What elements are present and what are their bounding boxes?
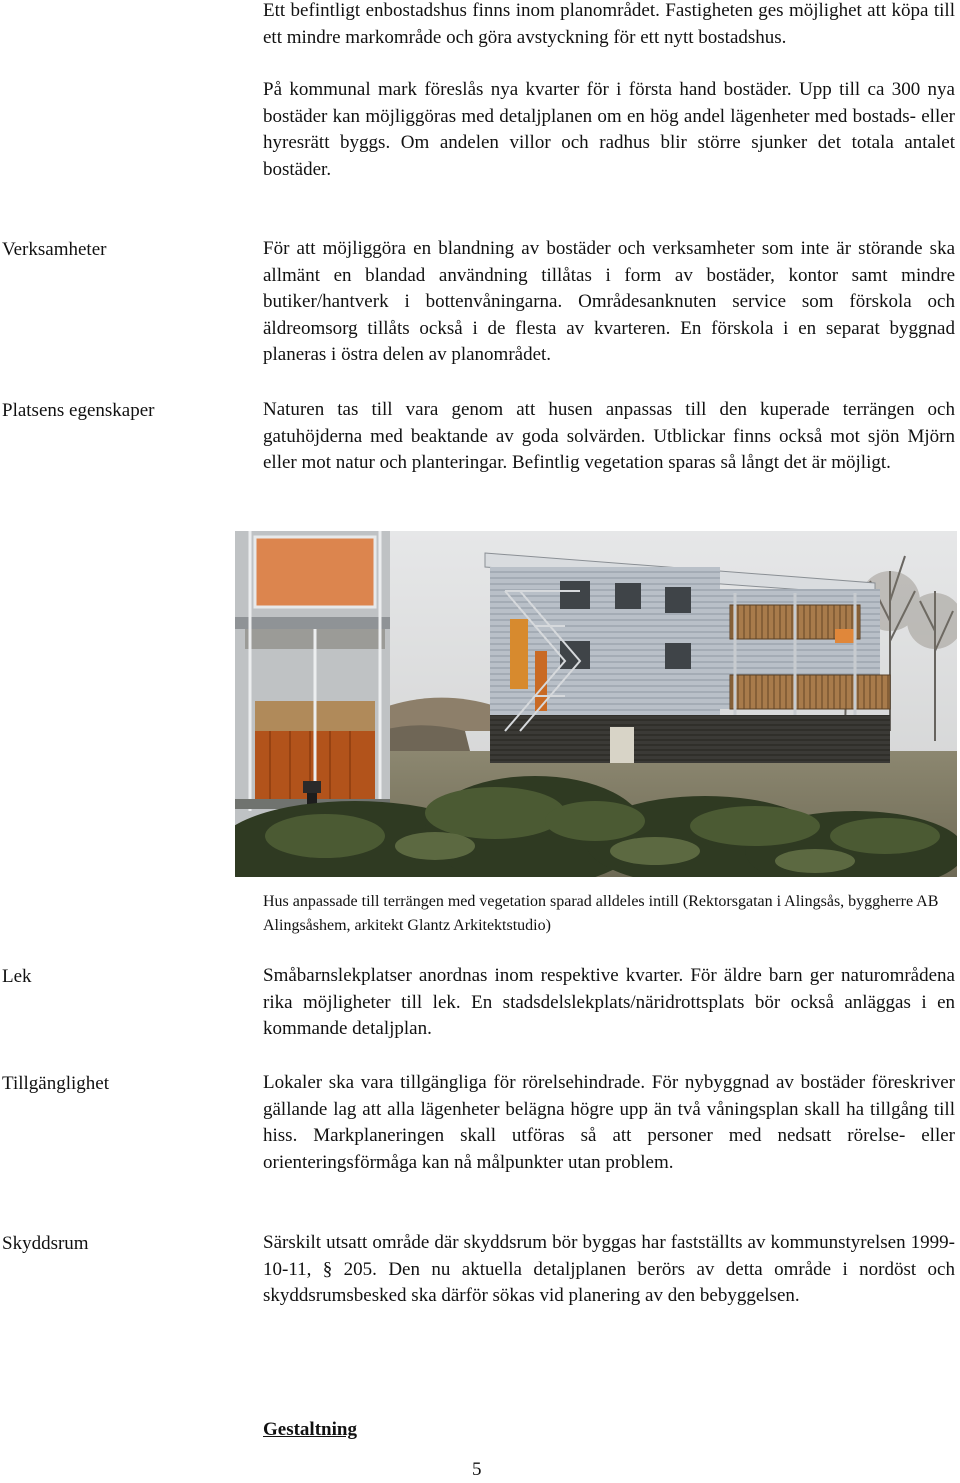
building-photo [235, 531, 957, 877]
section-paragraph: Småbarnslekplatser anordnas inom respektive kvarter. För äldre barn ger naturområdena rika möjligheter till lek. En stadsdelslekplats/näridrottsplats bör också anläggas i en kommande detaljplan. [263, 965, 955, 1039]
section-heading-gestaltning: Gestaltning [263, 1419, 357, 1440]
section-paragraph: Naturen tas till vara genom att husen anpassas till den kuperade terrängen och gatuhöjderna med beaktande av goda solvärden. Utblickar finns också mot sjön Mjörn eller mot natur och planteringar. Befintlig vegetation sparas så långt det är möjligt. [263, 399, 955, 473]
photo-caption: Hus anpassade till terrängen med vegetation sparad alldeles intill (Rektorsgatan i Alingsås, byggherre AB Alingsåshem, arkitekt Glantz Arkitektstudio) [263, 893, 939, 934]
section-label-tillganglighet: Tillgänglighet [2, 1073, 109, 1094]
section-paragraph: Lokaler ska vara tillgängliga för rörelsehindrade. För nybyggnad av bostäder föreskriver gällande lag att alla lägenheter belägna högre upp än två våningsplan skall ha tillgång till hiss. Markplaneringen skall utföras så att personer med nedsatt rörelse- eller orienteringsförmåga kan nå målpunkter utan problem. [263, 1072, 955, 1173]
section-text-skyddsrum [263, 1230, 955, 1310]
intro-block [263, 0, 955, 183]
intro-paragraph-1: Ett befintligt enbostadshus finns inom planområdet. Fastigheten ges möjlighet att köpa till ett mindre markområde och göra avstyckning för ett nytt bostadshus. [263, 0, 955, 48]
section-paragraph: För att möjliggöra en blandning av bostäder och verksamheter som inte är störande ska allmänt en blandad användning tillåtas i form av bostäder, kontor samt mindre butiker/hantverk i bottenvåningarna. Områdesanknuten service som förskola och äldreomsorg tillåts också i de flesta av kvarteren. En förskola i en separat byggnad planeras i östra delen av planområdet. [263, 238, 955, 365]
section-label-verksamheter: Verksamheter [2, 239, 107, 260]
section-label-skyddsrum: Skyddsrum [2, 1233, 89, 1254]
section-text-lek [263, 963, 955, 1043]
section-paragraph: Särskilt utsatt område där skyddsrum bör byggas har fastställts av kommunstyrelsen 1999-10-11, § 205. Den nu aktuella detaljplanen berörs av detta område i nordöst och skyddsrumsbesked ska därför sökas vid planering av den bebyggelsen. [263, 1232, 955, 1306]
intro-paragraph-2: På kommunal mark föreslås nya kvarter för i första hand bostäder. Upp till ca 300 nya bostäder kan möjliggöras med detaljplanen om en hög andel lägenheter med bostads- eller hyresrätt byggs. Om andelen villor och radhus blir större sjunker det totala antalet bostäder. [263, 79, 955, 180]
page-number: 5 [472, 1459, 482, 1480]
section-text-tillganglighet [263, 1070, 955, 1176]
section-label-lek: Lek [2, 966, 32, 987]
section-text-platsens-egenskaper [263, 397, 955, 477]
section-text-verksamheter [263, 236, 955, 369]
section-label-platsens-egenskaper: Platsens egenskaper [2, 400, 155, 421]
